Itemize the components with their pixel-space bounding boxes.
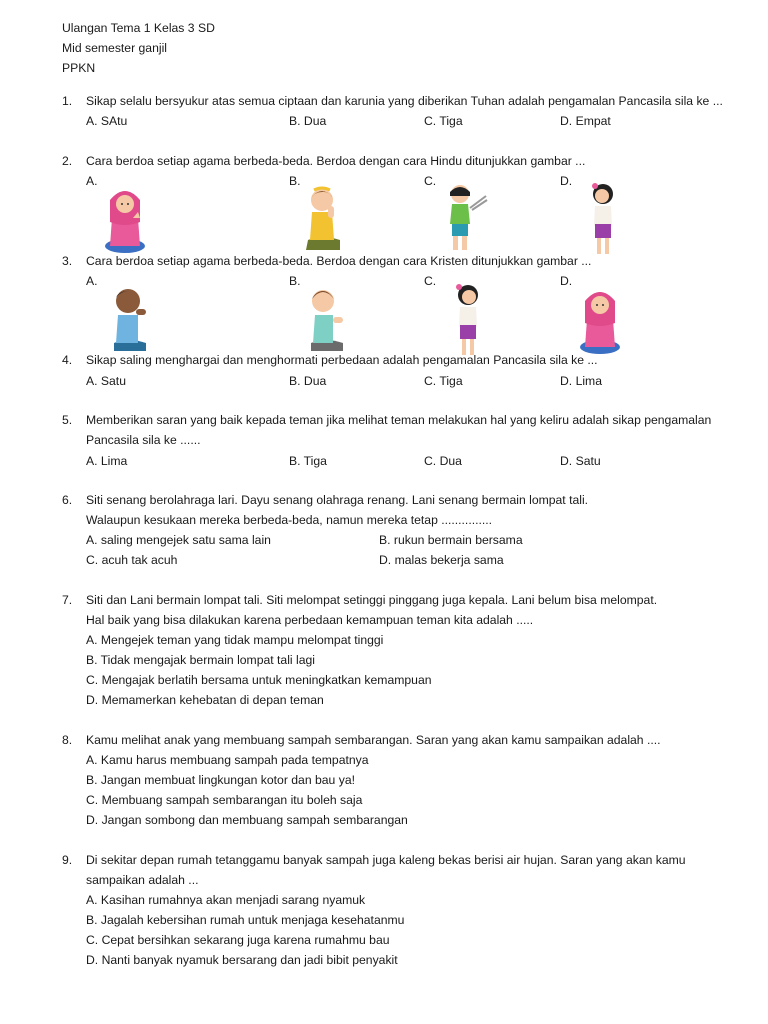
option-b: B. Dua <box>289 114 327 128</box>
question-number: 8. <box>62 733 73 747</box>
option-a: A. <box>86 274 98 288</box>
option-d: D. Empat <box>560 114 611 128</box>
kneeling-hijab-girl-praying-illustration <box>575 283 625 355</box>
question-text-line1: Memberikan saran yang baik kepada teman jika melihat teman melakukan hal yang keliru adalah sikap pengamalan <box>86 413 712 427</box>
option-d: D. malas bekerja sama <box>379 553 504 567</box>
question-number: 5. <box>62 413 73 427</box>
question-text-line1: Siti senang berolahraga lari. Dayu senang olahraga renang. Lani senang bermain lompat tali. <box>86 493 589 507</box>
question-number: 1. <box>62 94 73 108</box>
option-d: D. <box>560 274 573 288</box>
option-c: C. Tiga <box>424 374 463 388</box>
question-text-line2: Hal baik yang bisa dilakukan karena perbedaan kemampuan teman kita adalah ..... <box>86 613 534 627</box>
standing-girl-praying-illustration <box>585 182 621 258</box>
option-d: D. Nanti banyak nyamuk bersarang dan jadi bibit penyakit <box>86 953 398 967</box>
question-text: Kamu melihat anak yang membuang sampah sembarangan. Saran yang akan kamu sampaikan adalah .... <box>86 733 661 747</box>
question-number: 7. <box>62 593 73 607</box>
option-c: C. Cepat bersihkan sekarang juga karena rumahmu bau <box>86 933 390 947</box>
option-d: D. Memamerkan kehebatan di depan teman <box>86 693 324 707</box>
option-c: C. acuh tak acuh <box>86 553 178 567</box>
option-b: B. Tidak mengajak bermain lompat tali lagi <box>86 653 315 667</box>
question-number: 4. <box>62 353 73 367</box>
header-semester: Mid semester ganjil <box>62 41 167 55</box>
option-c: C. Membuang sampah sembarangan itu boleh saja <box>86 793 363 807</box>
question-number: 6. <box>62 493 73 507</box>
option-a: A. Mengejek teman yang tidak mampu melompat tinggi <box>86 633 384 647</box>
standing-girl-praying-illustration <box>450 283 486 359</box>
option-c: C. Mengajak berlatih bersama untuk meningkatkan kemampuan <box>86 673 432 687</box>
option-a: A. saling mengejek satu sama lain <box>86 533 271 547</box>
option-d: D. Satu <box>560 454 601 468</box>
option-b: B. <box>289 174 301 188</box>
option-b: B. Dua <box>289 374 327 388</box>
question-text-line2: Walaupun kesukaan mereka berbeda-beda, namun mereka tetap ............... <box>86 513 493 527</box>
header-title: Ulangan Tema 1 Kelas 3 SD <box>62 21 215 35</box>
option-a: A. <box>86 174 98 188</box>
question-number: 3. <box>62 254 73 268</box>
option-b: B. <box>289 274 301 288</box>
option-a: A. Kamu harus membuang sampah pada tempatnya <box>86 753 369 767</box>
option-d: D. Lima <box>560 374 602 388</box>
option-d: D. Jangan sombong dan membuang sampah sembarangan <box>86 813 408 827</box>
question-text-line2: sampaikan adalah ... <box>86 873 199 887</box>
option-c: C. <box>424 174 437 188</box>
question-text: Cara berdoa setiap agama berbeda-beda. Berdoa dengan cara Hindu ditunjukkan gambar ... <box>86 154 586 168</box>
option-c: C. Dua <box>424 454 462 468</box>
option-d: D. <box>560 174 573 188</box>
standing-girl-incense-illustration <box>440 182 490 254</box>
option-b: B. rukun bermain bersama <box>379 533 523 547</box>
kneeling-girl-praying-illustration <box>300 182 346 252</box>
header-subject: PPKN <box>62 61 96 75</box>
question-number: 2. <box>62 154 73 168</box>
question-text-line1: Di sekitar depan rumah tetanggamu banyak sampah juga kaleng bekas berisi air hujan. Saran yang akan kamu <box>86 853 686 867</box>
question-text: Sikap saling menghargai dan menghormati perbedaan adalah pengamalan Pancasila sila ke ... <box>86 353 598 367</box>
option-b: B. Jangan membuat lingkungan kotor dan bau ya! <box>86 773 355 787</box>
option-a: A. Satu <box>86 374 126 388</box>
option-b: B. Jagalah kebersihan rumah untuk menjaga kesehatanmu <box>86 913 405 927</box>
kneeling-boy-praying-illustration <box>303 283 349 353</box>
question-text: Cara berdoa setiap agama berbeda-beda. Berdoa dengan cara Kristen ditunjukkan gambar ... <box>86 254 592 268</box>
question-text-line1: Siti dan Lani bermain lompat tali. Siti melompat setinggi pinggang juga kepala. Lani belum bisa melompat. <box>86 593 658 607</box>
question-text-line2: Pancasila sila ke ...... <box>86 433 201 447</box>
question-number: 9. <box>62 853 73 867</box>
option-c: C. <box>424 274 437 288</box>
option-b: B. Tiga <box>289 454 327 468</box>
option-c: C. Tiga <box>424 114 463 128</box>
option-a: A. Kasihan rumahnya akan menjadi sarang nyamuk <box>86 893 366 907</box>
kneeling-hijab-girl-praying-illustration <box>100 182 150 254</box>
option-a: A. SAtu <box>86 114 128 128</box>
kneeling-boy-praying-illustration <box>106 283 154 353</box>
question-text: Sikap selalu bersyukur atas semua ciptaan dan karunia yang diberikan Tuhan adalah pengamalan Pancasila sila ke ... <box>86 94 723 108</box>
option-a: A. Lima <box>86 454 128 468</box>
